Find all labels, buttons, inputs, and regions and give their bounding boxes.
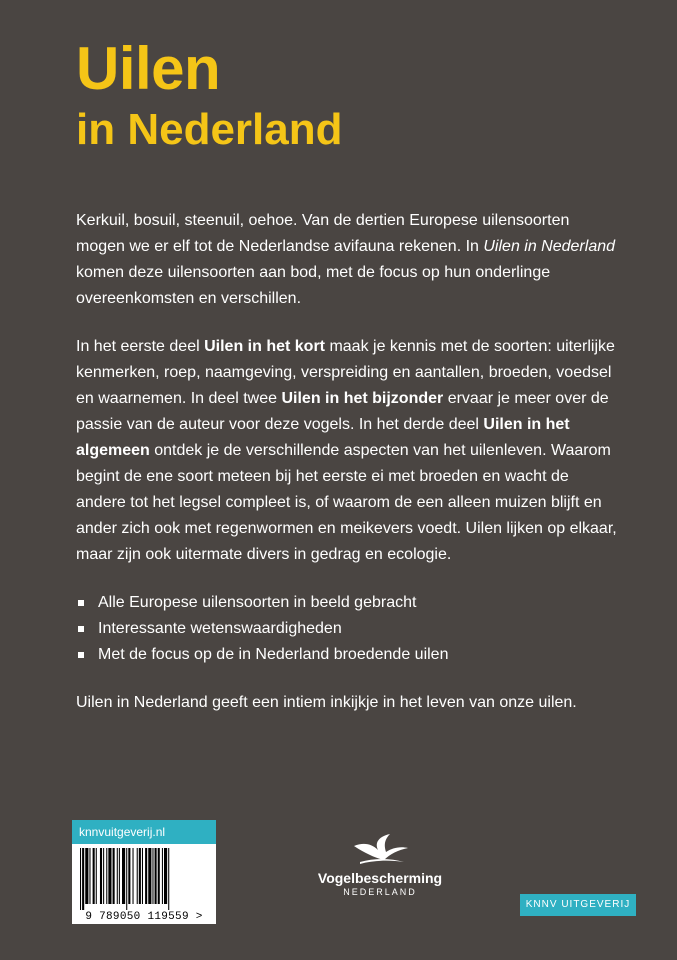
title-line-1: Uilen xyxy=(76,35,221,102)
part-one-title: Uilen in het kort xyxy=(204,338,325,355)
feature-item: Met de focus op de in Nederland broedende uilen xyxy=(76,642,621,668)
intro-text-2: komen deze uilensoorten aan bod, met de focus op hun onderlinge overeenkomsten en verschillen. xyxy=(76,264,551,307)
feature-list xyxy=(76,590,621,668)
website-label: knnvuitgeverij.nl xyxy=(72,820,216,844)
title-line-2: in Nederland xyxy=(76,105,343,154)
logo-org-name: Vogelbescherming xyxy=(317,870,443,886)
bird-logo-icon xyxy=(350,832,410,868)
closing-paragraph: Uilen in Nederland geeft een intiem inkijkje in het leven van onze uilen. xyxy=(76,694,577,711)
part-three-title: Uilen in het algemeen xyxy=(76,416,570,459)
feature-item: Interessante wetenswaardigheden xyxy=(76,616,621,642)
logo-country: NEDERLAND xyxy=(343,887,417,897)
parts-text-1: In het eerste deel xyxy=(76,338,205,355)
book-title xyxy=(76,36,343,156)
vogelbescherming-logo xyxy=(300,832,460,912)
isbn-digits: 9 789050 119559 > xyxy=(85,911,203,923)
blurb xyxy=(76,208,621,738)
parts-paragraph xyxy=(76,334,621,568)
parts-text-3: ervaar je meer over de passie van de auteur voor deze vogels. In het derde deel xyxy=(76,390,609,433)
intro-italic-title: Uilen in Nederland xyxy=(483,238,616,255)
publisher-label: KNNV UITGEVERIJ xyxy=(520,894,636,916)
part-two-title: Uilen in het bijzonder xyxy=(281,390,444,407)
feature-item: Alle Europese uilensoorten in beeld gebracht xyxy=(76,590,621,616)
barcode-bars xyxy=(78,848,210,910)
parts-text-4: ontdek je de verschillende aspecten van het uilenleven. Waarom begint de ene soort meteen bij het eerste ei met broeden en wacht de andere tot het legsel compleet is, of waarom de een alleen muizen blijft en ander zich ook met regenwormen en meikevers voedt. Uilen lijken op elkaar, maar zijn ook uitermate divers in gedrag en ecologie. xyxy=(76,442,617,563)
intro-text-1: Kerkuil, bosuil, steenuil, oehoe. Van de dertien Europese uilensoorten mogen we er elf tot de Nederlandse avifauna rekenen. In xyxy=(76,212,570,255)
isbn-barcode xyxy=(72,844,216,924)
parts-text-2: maak je kennis met de soorten: uiterlijke kenmerken, roep, naamgeving, verspreiding en aantallen, broeden, voedsel en waarnemen. In deel twee xyxy=(76,338,615,407)
intro-paragraph xyxy=(76,208,621,312)
